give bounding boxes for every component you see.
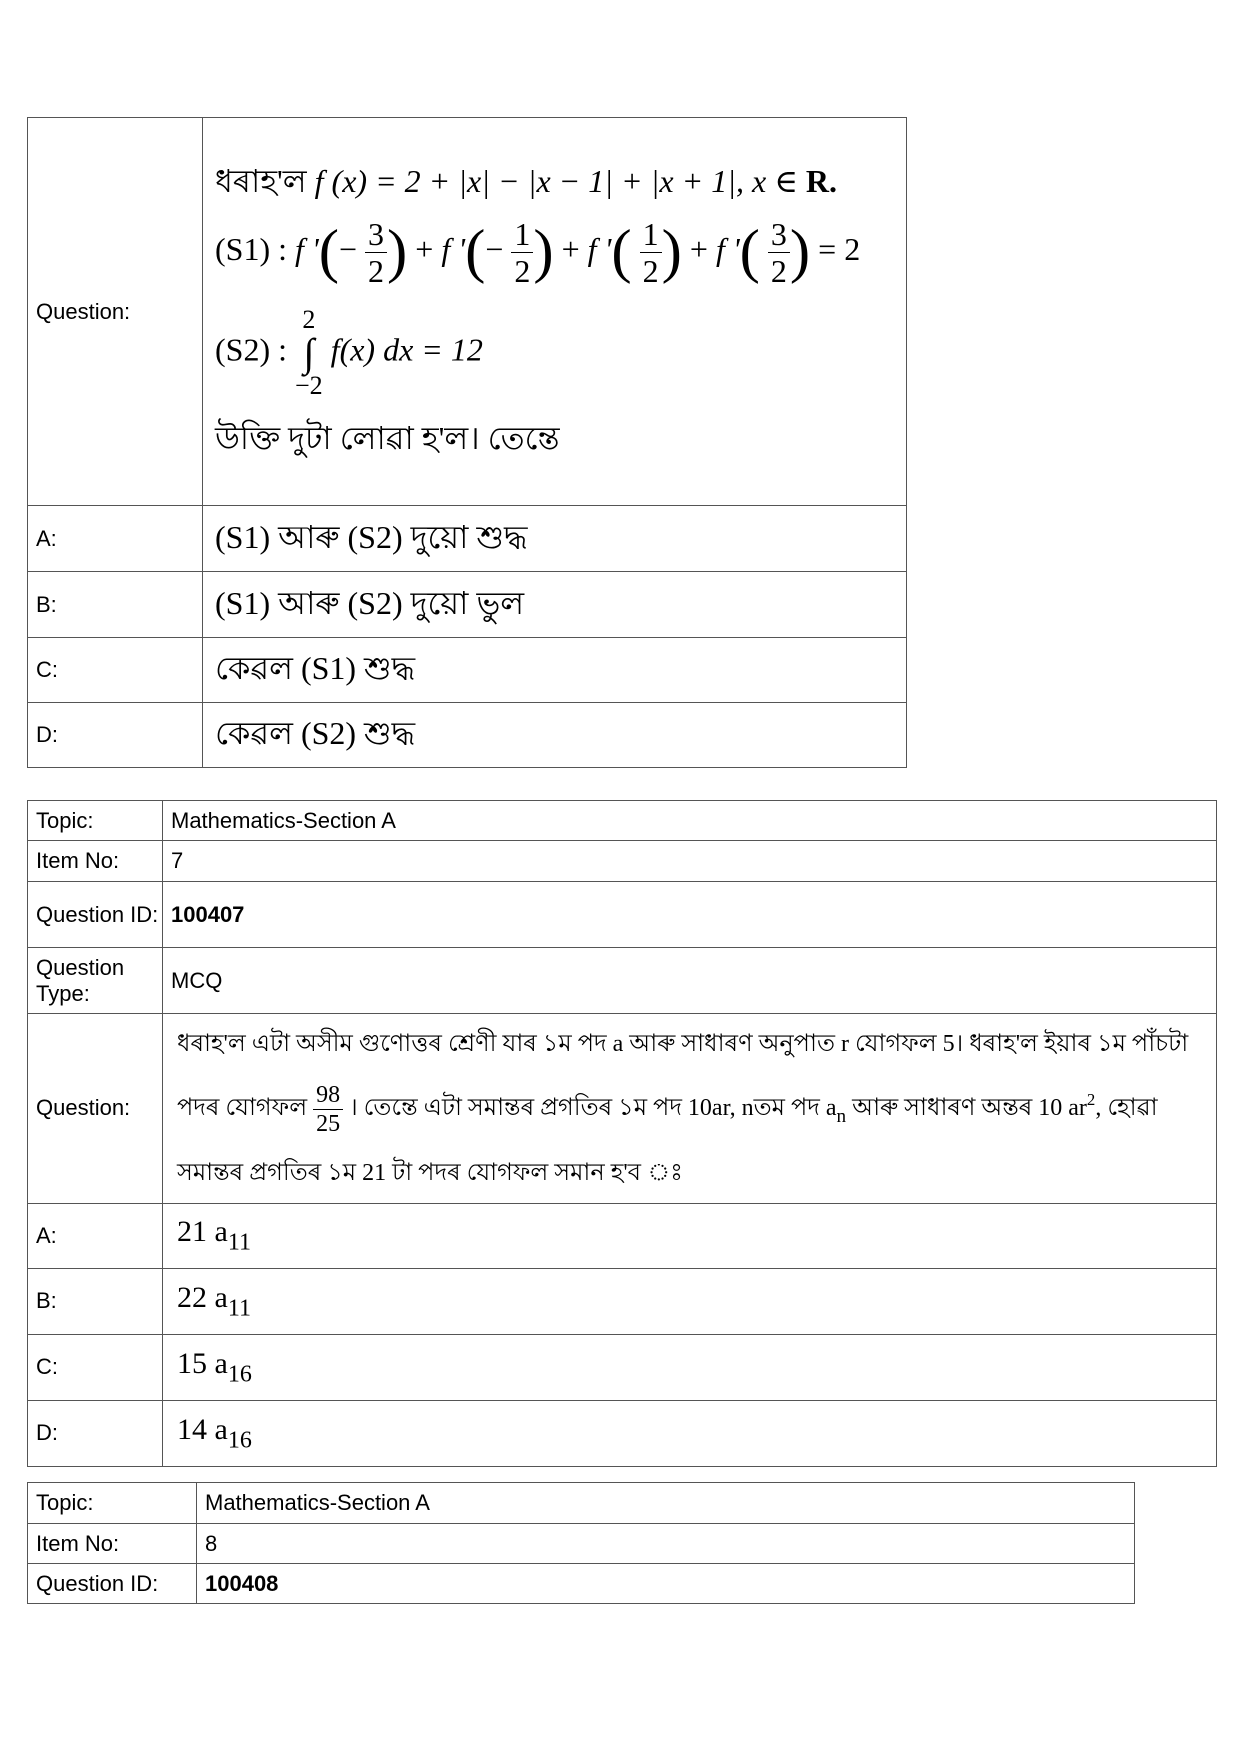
integral-lower: −2 xyxy=(295,371,323,400)
question-line-2-end: , হোৱা xyxy=(1095,1095,1158,1122)
question-line-2-tail: আৰু সাধাৰণ অন্তৰ 10 ar xyxy=(852,1095,1087,1122)
frac-num: 98 xyxy=(313,1083,343,1110)
option-text[interactable]: (S1) আৰু (S2) দুয়ো ভুল xyxy=(203,572,907,638)
plus-sign: + xyxy=(561,230,580,267)
question-id-value: 100407 xyxy=(163,882,1217,948)
frac-den: 2 xyxy=(770,253,787,289)
s1-fraction xyxy=(768,218,790,287)
s1-sign: − xyxy=(485,230,504,267)
question-id-label: Question ID: xyxy=(28,1564,197,1604)
s1-fraction xyxy=(640,218,662,287)
option-coef: 22 xyxy=(177,1280,207,1314)
s2-expression: f(x) dx = 12 xyxy=(330,331,483,368)
s1-sign: − xyxy=(338,230,358,267)
question-function-line xyxy=(215,156,906,210)
integral xyxy=(295,307,323,399)
question-intro: ধৰাহ'ল xyxy=(215,163,307,199)
option-var: a xyxy=(214,1412,228,1446)
s1-fraction xyxy=(511,218,533,287)
plus-sign: + xyxy=(689,230,708,267)
question-label: Question: xyxy=(28,1014,163,1204)
frac-den: 25 xyxy=(316,1111,341,1138)
question-line-1: ধৰাহ'ল এটা অসীম গুণোত্তৰ শ্ৰেণী যাৰ ১ম পদ a আৰু সাধাৰণ অনুপাত r যোগফল 5। ধৰাহ'ল ইয়াৰ ১ম পাঁচটা xyxy=(177,1031,1189,1057)
option-text[interactable] xyxy=(163,1268,1217,1334)
frac-den: 2 xyxy=(514,253,531,289)
option-coef: 14 xyxy=(177,1412,207,1446)
item-value: 8 xyxy=(197,1524,1135,1564)
question-line-2-pre: পদৰ যোগফল xyxy=(177,1095,308,1122)
s1-label: (S1) : xyxy=(215,230,287,267)
s2-label: (S2) : xyxy=(215,331,287,368)
option-label: C: xyxy=(28,1334,163,1400)
topic-value: Mathematics-Section A xyxy=(197,1483,1135,1524)
s1-fraction xyxy=(365,218,387,287)
question-content xyxy=(203,118,907,506)
question-id-label: Question ID: xyxy=(28,882,163,948)
option-text[interactable]: (S1) আৰু (S2) দুয়ো শুদ্ধ xyxy=(203,506,907,572)
question-content xyxy=(163,1014,1217,1204)
option-row xyxy=(28,506,907,572)
question-line-3: সমান্তৰ প্ৰগতিৰ ১ম 21 টা পদৰ যোগফল সমান হ'ব ঃ xyxy=(177,1159,683,1186)
question-id-value: 100408 xyxy=(197,1564,1135,1604)
s1-term: f ' xyxy=(587,230,612,267)
option-label: B: xyxy=(28,1268,163,1334)
option-row xyxy=(28,1268,1217,1334)
option-sub: 16 xyxy=(227,1360,252,1387)
real-set: R. xyxy=(805,163,838,199)
question-block-8 xyxy=(27,1482,1135,1604)
question-line-2-post: । তেন্তে এটা সমান্তৰ প্ৰগতিৰ ১ম পদ 10ar, nতম পদ xyxy=(349,1095,820,1122)
frac-num: 1 xyxy=(640,218,662,253)
plus-sign: + xyxy=(415,230,434,267)
an-var: a xyxy=(825,1095,837,1122)
option-text[interactable] xyxy=(163,1400,1217,1466)
topic-label: Topic: xyxy=(28,801,163,841)
s1-term: f ' xyxy=(295,230,319,267)
topic-value: Mathematics-Section A xyxy=(163,801,1217,841)
question-type-value: MCQ xyxy=(163,948,1217,1014)
option-var: a xyxy=(214,1215,228,1249)
integral-sign: ∫ xyxy=(303,330,315,375)
option-row xyxy=(28,1334,1217,1400)
option-row xyxy=(28,703,907,768)
frac-num: 1 xyxy=(511,218,533,253)
question-type-label: Question Type: xyxy=(28,948,163,1014)
statement-s1: (S1) : f '(− $\frac{3}{2}$ ) + f '(− $\frac{1}{2}$ ) + f '( $\frac{1}{2}$ ) + f '( $\frac{3}{2}$ ) = 2 xyxy=(215,216,861,289)
an-sub: n xyxy=(836,1105,847,1127)
option-row xyxy=(28,572,907,638)
option-sub: 11 xyxy=(227,1294,251,1321)
option-var: a xyxy=(214,1280,228,1314)
s1-term: f ' xyxy=(715,230,740,267)
topic-label: Topic: xyxy=(28,1483,197,1524)
option-row xyxy=(28,1400,1217,1466)
exponent: 2 xyxy=(1086,1090,1096,1109)
statement-text: উক্তি দুটা লোৱা হ'ল। তেন্তে xyxy=(215,420,560,456)
option-label: D: xyxy=(28,703,203,768)
frac-den: 2 xyxy=(642,253,659,289)
option-label: A: xyxy=(28,1203,163,1268)
option-var: a xyxy=(214,1346,228,1380)
option-text[interactable] xyxy=(163,1334,1217,1400)
option-text[interactable]: কেৱল (S1) শুদ্ধ xyxy=(203,638,907,703)
frac-num: 3 xyxy=(768,218,790,253)
option-coef: 15 xyxy=(177,1346,207,1380)
option-label: A: xyxy=(28,506,203,572)
s1-result: = 2 xyxy=(818,230,861,267)
question-block-previous xyxy=(27,117,907,768)
option-text[interactable] xyxy=(163,1203,1217,1268)
question-block-7 xyxy=(27,800,1217,1467)
option-sub: 11 xyxy=(227,1229,251,1256)
item-label: Item No: xyxy=(28,841,163,882)
option-label: C: xyxy=(28,638,203,703)
option-row xyxy=(28,638,907,703)
question-label: Question: xyxy=(28,118,203,506)
item-label: Item No: xyxy=(28,1524,197,1564)
option-label: B: xyxy=(28,572,203,638)
item-value: 7 xyxy=(163,841,1217,882)
option-sub: 16 xyxy=(227,1426,252,1453)
option-coef: 21 xyxy=(177,1215,207,1249)
option-text[interactable]: কেৱল (S2) শুদ্ধ xyxy=(203,703,907,768)
statement-s2 xyxy=(215,307,906,399)
sum-fraction xyxy=(313,1083,343,1136)
integral-upper: 2 xyxy=(302,305,316,334)
frac-num: 3 xyxy=(365,218,387,253)
function-definition: f (x) = 2 + |x| − |x − 1| + |x + 1|, x ∈ xyxy=(314,163,798,199)
option-row xyxy=(28,1203,1217,1268)
s1-term: f ' xyxy=(441,230,466,267)
option-label: D: xyxy=(28,1400,163,1466)
frac-den: 2 xyxy=(368,253,385,289)
